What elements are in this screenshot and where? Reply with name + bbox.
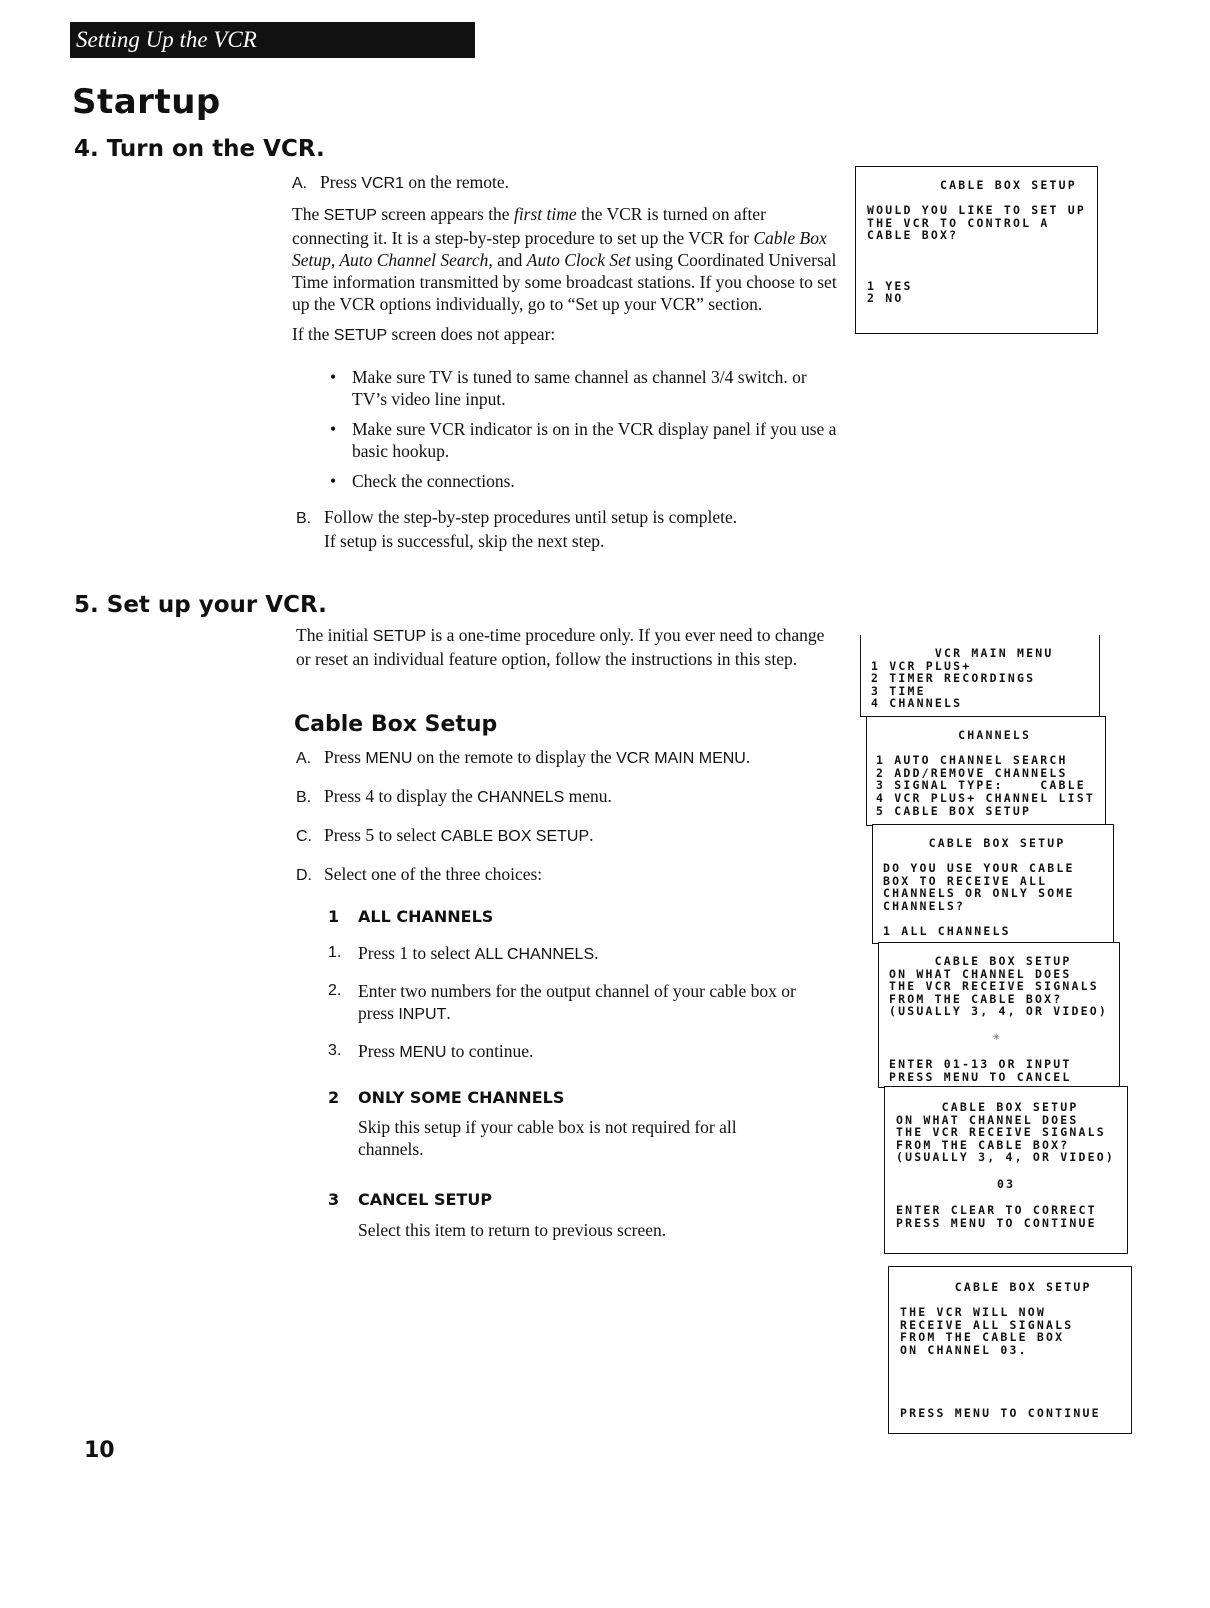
section-tab: Setting Up the VCR xyxy=(70,22,475,58)
choice-3-text: Select this item to return to previous screen. xyxy=(358,1220,667,1240)
step-4a: A. Press VCR1 on the remote. xyxy=(292,172,509,192)
tv-screen-output-channel-entry: CABLE BOX SETUP ON WHAT CHANNEL DOES THE VCR RECEIVE SIGNALS FROM THE CABLE BOX? (USUALLY 3, 4, OR VIDEO) ✳ ENTER 01-13 OR INPUT PRESS MENU TO CANCEL xyxy=(878,942,1120,1088)
tv-screen-vcr-main-menu: VCR MAIN MENU 1 VCR PLUS+ 2 TIMER RECORDINGS 3 TIME 4 CHANNELS xyxy=(860,635,1100,717)
tv-screen-setup-complete: CABLE BOX SETUP THE VCR WILL NOW RECEIVE ALL SIGNALS FROM THE CABLE BOX ON CHANNEL 03. PRESS MENU TO CONTINUE xyxy=(888,1266,1132,1434)
step-4b: B. Follow the step-by-step procedures until setup is complete. If setup is successful, skip the next step. xyxy=(296,507,738,551)
step-4-content xyxy=(292,171,837,347)
cable-step-b: B. Press 4 to display the CHANNELS menu. xyxy=(296,786,612,806)
bullet-item: • Check the connections. xyxy=(330,471,515,491)
choice-2-text: Skip this setup if your cable box is not required for all channels. xyxy=(358,1117,737,1159)
cursor-icon: ✳ xyxy=(993,1029,1003,1043)
choice-1-item: 1. Press 1 to select ALL CHANNELS. xyxy=(328,943,599,963)
tv-screen-channels-menu: CHANNELS 1 AUTO CHANNEL SEARCH 2 ADD/REMOVE CHANNELS 3 SIGNAL TYPE: CABLE 4 VCR PLUS+ CHANNEL LIST 5 CABLE BOX SETUP xyxy=(866,716,1106,826)
choice-1-item: 2. Enter two numbers for the output channel of your cable box or press INPUT. xyxy=(328,981,796,1023)
step-4-bullets xyxy=(330,366,840,492)
step-4-condition: If the SETUP screen does not appear: xyxy=(292,324,556,344)
cable-step-c: C. Press 5 to select CABLE BOX SETUP. xyxy=(296,825,594,845)
cable-step-d: D. Select one of the three choices: xyxy=(296,864,543,884)
choice-1-heading: 1 ALL CHANNELS xyxy=(328,907,494,926)
choice-2-heading: 2 ONLY SOME CHANNELS xyxy=(328,1088,565,1107)
page-title: Startup xyxy=(72,82,221,122)
page-number: 10 xyxy=(84,1438,115,1463)
tv-screen-output-channel-entered: CABLE BOX SETUP ON WHAT CHANNEL DOES THE VCR RECEIVE SIGNALS FROM THE CABLE BOX? (USUALLY 3, 4, OR VIDEO) 03 ENTER CLEAR TO CORRECT PRESS MENU TO CONTINUE xyxy=(884,1086,1128,1254)
choice-1-item: 3. Press MENU to continue. xyxy=(328,1041,534,1061)
step-5-heading: 5. Set up your VCR. xyxy=(74,592,327,618)
cable-steps xyxy=(296,746,836,887)
bullet-item: • Make sure TV is tuned to same channel as channel 3/4 switch. or TV’s video line input. xyxy=(330,367,807,409)
tv-screen-cable-box-question: CABLE BOX SETUP DO YOU USE YOUR CABLE BOX TO RECEIVE ALL CHANNELS OR ONLY SOME CHANNELS? 1 ALL CHANNELS xyxy=(872,824,1114,944)
cable-step-a: A. Press MENU on the remote to display the VCR MAIN MENU. xyxy=(296,747,751,767)
cable-box-setup-heading: Cable Box Setup xyxy=(294,712,498,737)
tv-screen-cable-box-setup-prompt: CABLE BOX SETUP WOULD YOU LIKE TO SET UP THE VCR TO CONTROL A CABLE BOX? 1 YES 2 NO xyxy=(855,166,1098,334)
bullet-item: • Make sure VCR indicator is on in the VCR display panel if you use a basic hookup. xyxy=(330,419,837,461)
step-4-paragraph: The SETUP screen appears the first time the VCR is turned on after connecting it. It is a step-by-step procedure to set up the VCR for Cable Box Setup, Auto Channel Search, and Auto Clock Set using Coordinated Universal Time information transmitted by some broadcast stations. If you choose to set up the VCR options individually, go to “Set up your VCR” section. xyxy=(292,204,837,314)
choice-3-heading: 3 CANCEL SETUP xyxy=(328,1190,493,1209)
step-4-heading: 4. Turn on the VCR. xyxy=(74,136,325,162)
step-5-intro: The initial SETUP is a one-time procedure only. If you ever need to change or reset an individual feature option, follow the instructions in this step. xyxy=(296,625,825,669)
choice-1-steps xyxy=(328,942,828,1064)
